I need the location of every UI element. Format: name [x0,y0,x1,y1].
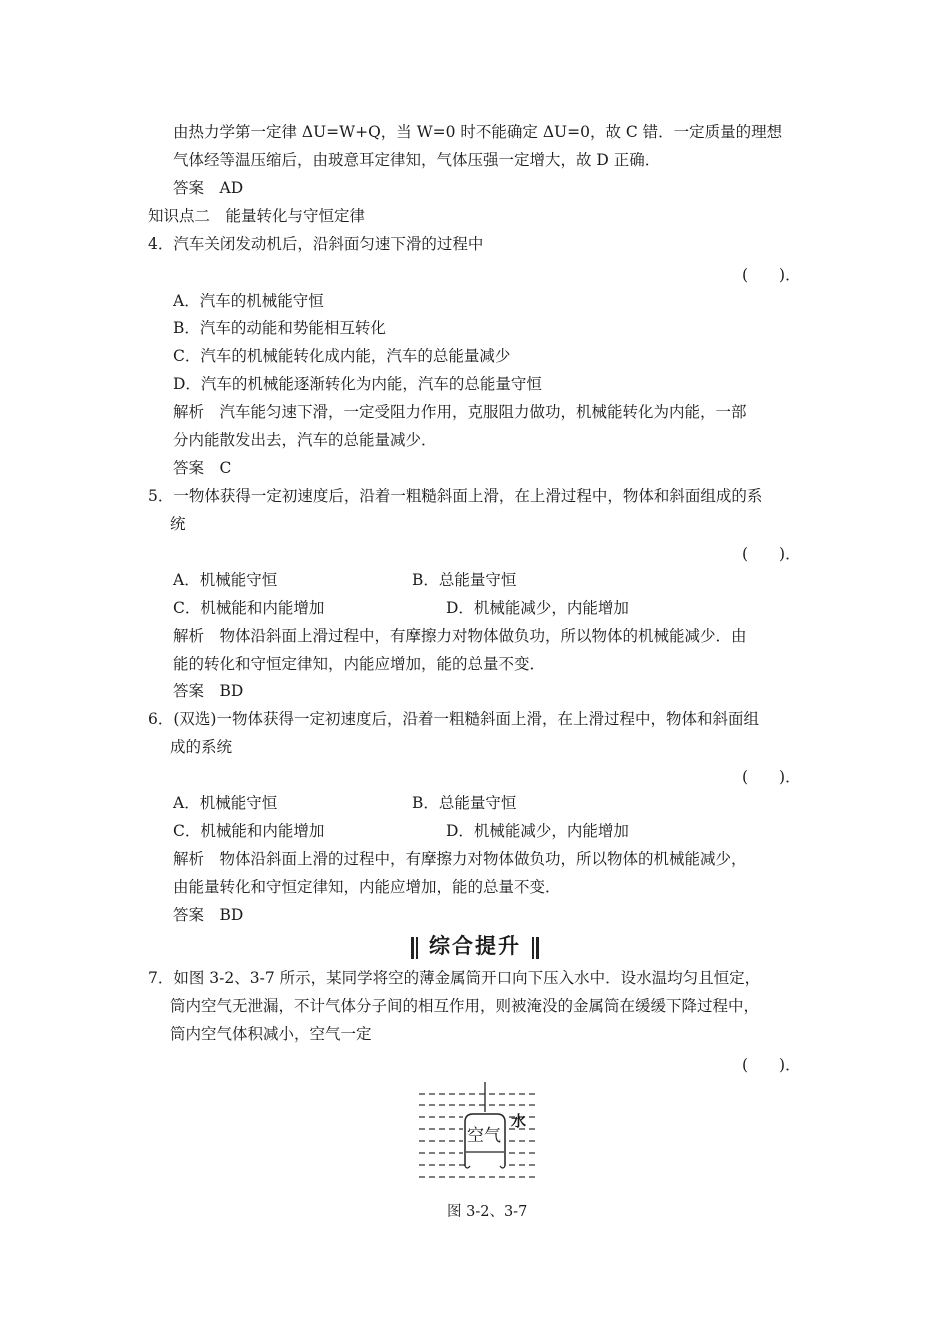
option-d: D．机械能减少，内能增加 [446,822,629,840]
option-c: C．机械能和内能增加 [173,599,325,617]
answer: 答案 BD [173,906,244,924]
question-6: 6．(双选)一物体获得一定初速度后，沿着一粗糙斜面上滑，在上滑过程中，物体和斜面组 [148,710,759,728]
section-title [400,930,550,960]
explanation: 解析 物体沿斜面上滑的过程中，有摩擦力对物体做负功，所以物体的机械能减少， [173,850,747,868]
figure-cylinder-in-water [415,1080,540,1189]
option-a: A．机械能守恒 [173,571,278,589]
answer-paren: ( )． [742,1056,801,1074]
label-water: 水 [511,1112,527,1130]
answer: 答案 BD [173,682,244,700]
label-air: 空气 [467,1126,501,1146]
bar-icon [531,935,540,959]
answer-paren: ( )． [742,768,801,786]
explanation: 解析 物体沿斜面上滑过程中，有摩擦力对物体做负功，所以物体的机械能减少．由 [173,627,747,645]
answer-paren: ( )． [742,545,801,563]
option-c: C．汽车的机械能转化成内能，汽车的总能量减少 [173,347,511,365]
option-b: B．汽车的动能和势能相互转化 [173,319,386,337]
answer-paren: ( )． [742,266,801,284]
section-heading-2: 知识点二 能量转化与守恒定律 [148,207,366,225]
option-b: B．总能量守恒 [412,794,517,812]
answer: 答案 C [173,459,232,477]
question-5: 5．一物体获得一定初速度后，沿着一粗糙斜面上滑，在上滑过程中，物体和斜面组成的系 [148,487,763,505]
answer-3: 答案 AD [173,179,244,197]
question-4: 4．汽车关闭发动机后，沿斜面匀速下滑的过程中 [148,235,484,253]
option-b: B．总能量守恒 [412,571,517,589]
question-5-cont: 统 [170,515,186,533]
explanation: 解析 汽车能匀速下滑，一定受阻力作用，克服阻力做功，机械能转化为内能，一部 [173,403,747,421]
question-7-cont: 筒内空气体积减小，空气一定 [170,1025,372,1043]
option-a: A．汽车的机械能守恒 [173,292,324,310]
question-7-cont: 筒内空气无泄漏，不计气体分子间的相互作用，则被淹没的金属筒在缓缓下降过程中， [170,997,760,1015]
line-1: 由热力学第一定律 ΔU=W+Q，当 W=0 时不能确定 ΔU=0，故 C 错．一定质量的理想 [173,123,783,141]
explanation: 能的转化和守恒定律知，内能应增加，能的总量不变． [173,655,546,673]
question-6-cont: 成的系统 [170,738,233,756]
section-title-text: 综合提升 [429,934,521,958]
line-2: 气体经等温压缩后，由玻意耳定律知，气体压强一定增大，故 D 正确． [173,151,661,169]
question-7: 7．如图 3-2、3-7 所示，某同学将空的薄金属筒开口向下压入水中．设水温均匀且恒定， [148,969,761,987]
explanation: 由能量转化和守恒定律知，内能应增加，能的总量不变． [173,878,561,896]
explanation: 分内能散发出去，汽车的总能量减少． [173,431,437,449]
option-d: D．机械能减少，内能增加 [446,599,629,617]
figure-caption: 图 3-2、3-7 [447,1204,528,1220]
bar-icon [410,935,419,959]
option-d: D．汽车的机械能逐渐转化为内能，汽车的总能量守恒 [173,375,542,393]
option-a: A．机械能守恒 [173,794,278,812]
option-c: C．机械能和内能增加 [173,822,325,840]
